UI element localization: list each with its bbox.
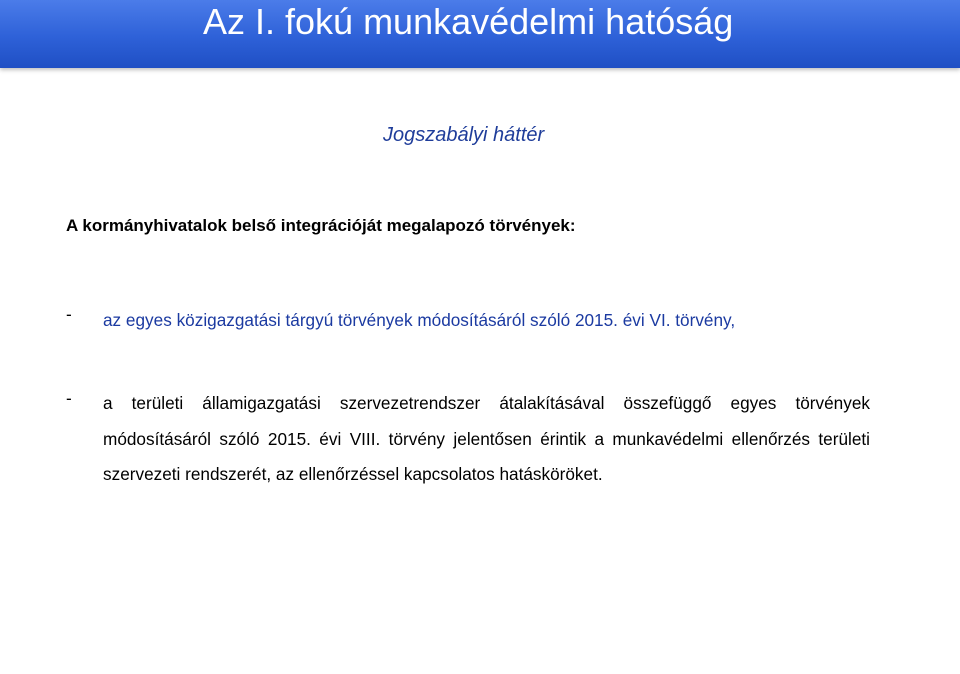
list-item <box>66 386 870 493</box>
list-item-text: a területi államigazgatási szervezetrendszer átalakításával összefüggő egyes törvények módosításáról szóló 2015. évi VIII. törvény jelentősen érintik a munkavédelmi ellenőrzés területi szervezeti rendszerét, az ellenőrzéssel kapcsolatos hatásköröket. <box>103 393 870 484</box>
list-item-text: az egyes közigazgatási tárgyú törvények módosításáról szóló 2015. évi VI. törvény, <box>103 310 736 330</box>
list-bullet: - <box>66 304 72 324</box>
section-heading: A kormányhivatalok belső integrációját megalapozó törvények: <box>66 216 576 235</box>
list-item <box>66 302 870 338</box>
slide-subtitle: Jogszabályi háttér <box>383 124 545 146</box>
title-bar <box>0 0 960 68</box>
slide-title: Az I. fokú munkavédelmi hatóság <box>203 1 734 42</box>
list-bullet: - <box>66 388 72 408</box>
